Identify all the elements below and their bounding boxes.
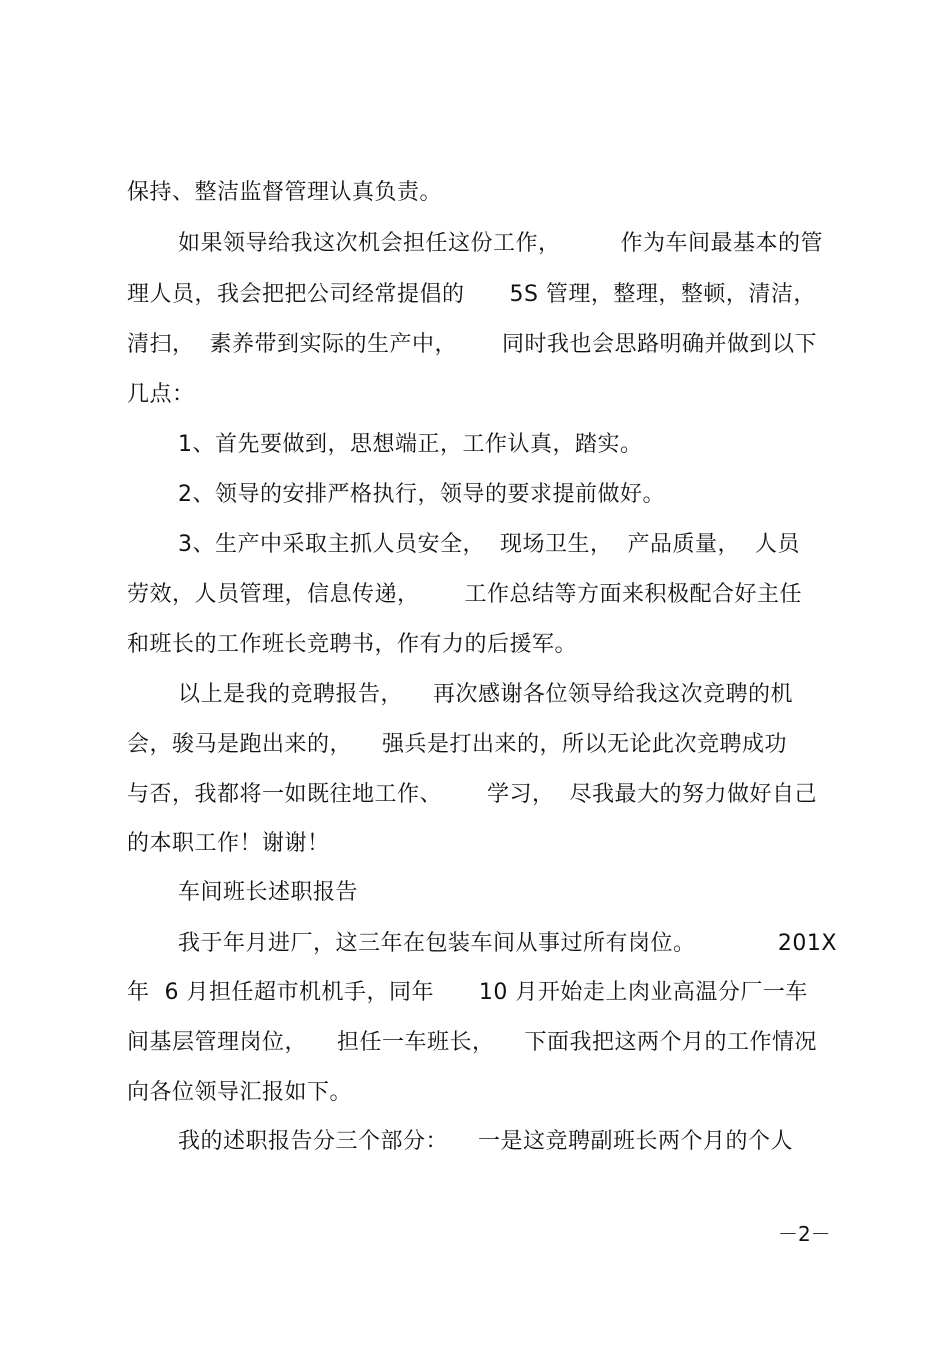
text-line: 向各位领导汇报如下。 bbox=[127, 1080, 353, 1105]
text-line: 如果领导给我这次机会担任这份工作， 作为车间最基本的管 bbox=[178, 231, 823, 256]
section-heading: 车间班长述职报告 bbox=[178, 880, 359, 905]
text-line: 和班长的工作班长竞聘书，作有力的后援军。 bbox=[127, 632, 578, 657]
text-line: 年 6 月担任超市机机手，同年 10 月开始走上肉业高温分厂一车 bbox=[127, 980, 808, 1005]
text-line: 2、领导的安排严格执行，领导的要求提前做好。 bbox=[178, 482, 665, 507]
text-line: 保持、整洁监督管理认真负责。 bbox=[127, 180, 443, 205]
text-line: 劳效，人员管理，信息传递， 工作总结等方面来积极配合好主任 bbox=[127, 582, 802, 607]
text-line: 理人员，我会把把公司经常提倡的 5S 管理，整理，整顿，清洁， bbox=[127, 282, 816, 307]
text-line: 与否，我都将一如既往地工作、 学习， 尽我最大的努力做好自己 bbox=[127, 782, 817, 807]
text-line: 间基层管理岗位， 担任一车班长， 下面我把这两个月的工作情况 bbox=[127, 1030, 817, 1055]
text-line: 会，骏马是跑出来的， 强兵是打出来的，所以无论此次竞聘成功 bbox=[127, 732, 787, 757]
text-line: 1、首先要做到，思想端正，工作认真，踏实。 bbox=[178, 432, 643, 457]
text-line: 清扫， 素养带到实际的生产中， 同时我也会思路明确并做到以下 bbox=[127, 332, 817, 357]
text-line: 几点： bbox=[127, 382, 195, 407]
text-line: 3、生产中采取主抓人员安全， 现场卫生， 产品质量， 人员 bbox=[178, 532, 800, 557]
text-line: 以上是我的竞聘报告， 再次感谢各位领导给我这次竞聘的机 bbox=[178, 682, 793, 707]
text-line: 我于年月进厂，这三年在包装车间从事过所有岗位。 201X bbox=[178, 931, 837, 956]
page-number: －2－ bbox=[778, 1222, 831, 1246]
text-line: 的本职工作！谢谢！ bbox=[127, 831, 330, 856]
text-line: 我的述职报告分三个部分： 一是这竞聘副班长两个月的个人 bbox=[178, 1129, 793, 1154]
